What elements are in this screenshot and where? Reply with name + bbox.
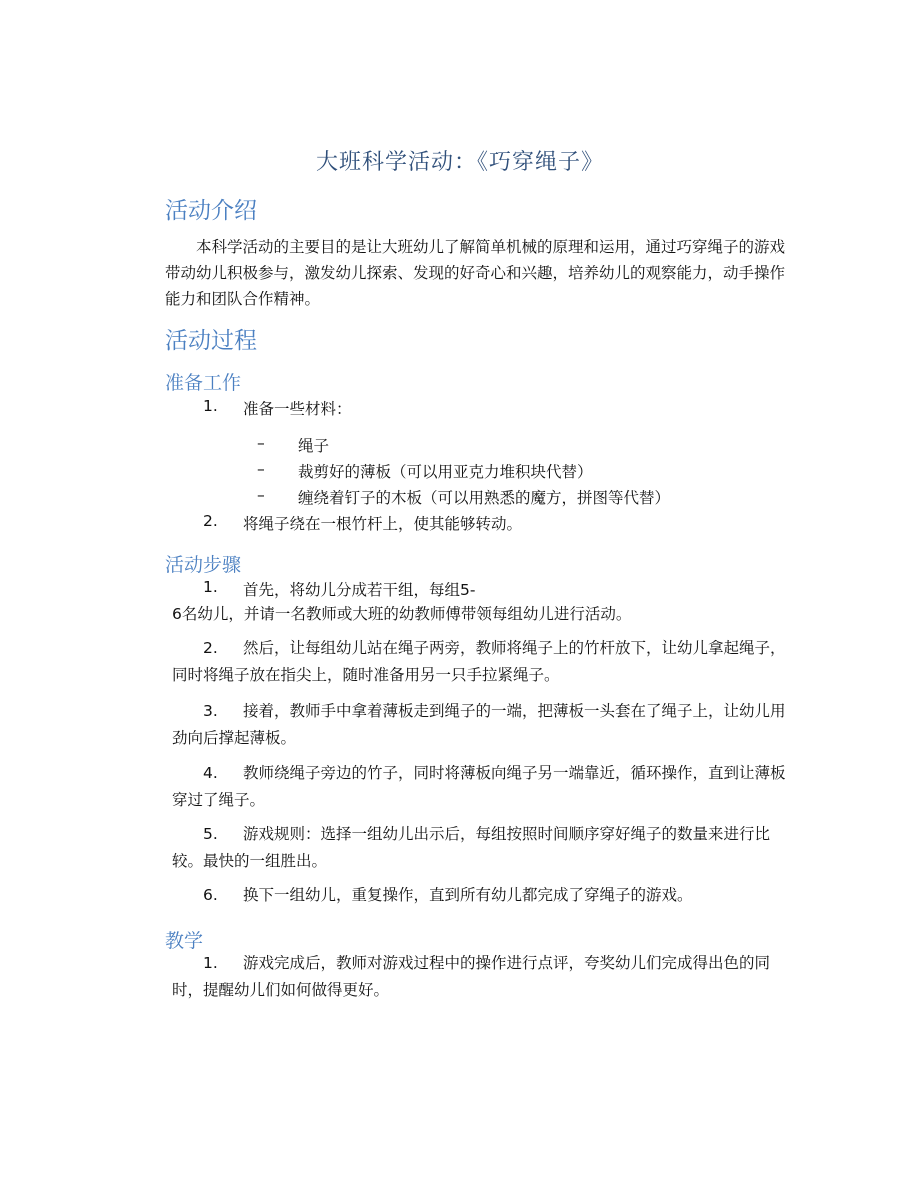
material-bullet: – xyxy=(257,434,265,452)
material-item: 绳子 xyxy=(298,437,330,455)
step-text-line2: 6名幼儿，并请一名教师或大班的幼教师傅带领每组幼儿进行活动。 xyxy=(172,605,632,623)
material-item: 裁剪好的薄板（可以用亚克力堆积块代替） xyxy=(298,463,593,481)
step-text-line1: 首先，将幼儿分成若干组，每组5- xyxy=(243,581,476,599)
list-item-step-4 xyxy=(172,760,787,814)
step-text: 游戏规则：选择一组幼儿出示后，每组按照时间顺序穿好绳子的数量来进行比较。最快的一组胜出。 xyxy=(172,825,771,870)
prep-item-number: 2. xyxy=(203,512,218,530)
prep-item-text: 准备一些材料： xyxy=(243,400,352,418)
material-bullet: – xyxy=(257,460,265,478)
teaching-text: 游戏完成后，教师对游戏过程中的操作进行点评，夸奖幼儿们完成得出色的同时，提醒幼儿们如何做得更好。 xyxy=(172,954,771,999)
step-text: 接着，教师手中拿着薄板走到绳子的一端，把薄板一头套在了绳子上，让幼儿用劲向后撑起薄板。 xyxy=(172,702,786,747)
step-number: 6. xyxy=(203,886,218,904)
list-item-teaching-1 xyxy=(172,950,787,1004)
page-title: 大班科学活动：《巧穿绳子》 xyxy=(315,150,604,175)
prep-item-text: 将绳子绕在一根竹杆上，使其能够转动。 xyxy=(243,515,523,533)
subheading-teaching: 教学 xyxy=(165,930,204,952)
list-item-step-2 xyxy=(172,635,787,689)
section-heading-intro: 活动介绍 xyxy=(165,198,257,224)
step-number: 4. xyxy=(203,764,218,782)
step-number: 3. xyxy=(203,702,218,720)
intro-paragraph: 本科学活动的主要目的是让大班幼儿了解简单机械的原理和运用，通过巧穿绳子的游戏带动幼儿积极参与，激发幼儿探索、发现的好奇心和兴趣，培养幼儿的观察能力，动手操作能力和团队合作精神。 xyxy=(165,238,786,308)
section-heading-process: 活动过程 xyxy=(165,328,257,354)
list-item-step-3 xyxy=(172,698,787,752)
step-text: 然后，让每组幼儿站在绳子两旁，教师将绳子上的竹杆放下，让幼儿拿起绳子，同时将绳子放在指尖上，随时准备用另一只手拉紧绳子。 xyxy=(172,639,786,684)
prep-item-number: 1. xyxy=(203,397,218,415)
teaching-number: 1. xyxy=(203,954,218,972)
list-item-step-5 xyxy=(172,821,787,875)
subheading-steps: 活动步骤 xyxy=(165,554,242,576)
step-number: 1. xyxy=(203,578,218,596)
step-number: 2. xyxy=(203,639,218,657)
subheading-prep: 准备工作 xyxy=(165,372,242,394)
material-item: 缠绕着钉子的木板（可以用熟悉的魔方，拼图等代替） xyxy=(298,489,671,507)
step-text: 教师绕绳子旁边的竹子，同时将薄板向绳子另一端靠近，循环操作，直到让薄板穿过了绳子。 xyxy=(172,764,786,809)
list-item-step-6 xyxy=(172,882,787,909)
material-bullet: – xyxy=(257,486,265,504)
step-number: 5. xyxy=(203,825,218,843)
step-text: 换下一组幼儿，重复操作，直到所有幼儿都完成了穿绳子的游戏。 xyxy=(243,886,693,904)
